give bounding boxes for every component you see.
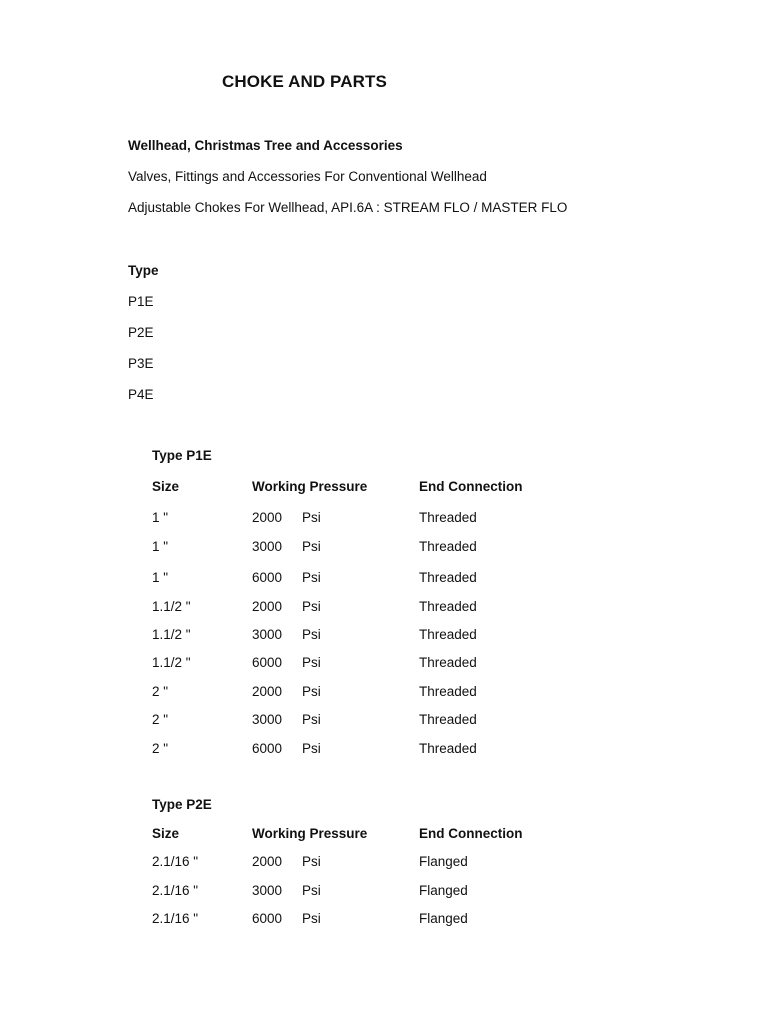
size-cell: 2 " xyxy=(152,741,169,756)
unit-cell: Psi xyxy=(302,911,321,926)
table-row xyxy=(152,626,477,654)
pressure-cell: 3000 xyxy=(252,712,283,727)
intro-line-valves: Valves, Fittings and Accessories For Conventional Wellhead xyxy=(128,169,487,184)
end-connection-cell: Threaded xyxy=(419,741,477,756)
size-cell: 2 " xyxy=(152,712,169,727)
end-connection-cell: Flanged xyxy=(419,883,468,898)
unit-cell: Psi xyxy=(302,627,321,642)
column-header-end-connection: End Connection xyxy=(419,479,523,494)
pressure-cell: 6000 xyxy=(252,741,283,756)
end-connection-cell: Threaded xyxy=(419,655,477,670)
pressure-cell: 3000 xyxy=(252,627,283,642)
pressure-cell: 6000 xyxy=(252,655,283,670)
column-header-size: Size xyxy=(152,826,180,841)
table-row xyxy=(152,538,477,569)
size-cell: 1 " xyxy=(152,510,169,525)
pressure-cell: 6000 xyxy=(252,570,283,585)
size-cell: 1.1/2 " xyxy=(152,655,191,670)
end-connection-cell: Threaded xyxy=(419,712,477,727)
type-list-item: P1E xyxy=(128,294,154,309)
table-row xyxy=(152,683,477,711)
table-row xyxy=(152,910,468,939)
end-connection-cell: Flanged xyxy=(419,854,468,869)
table-row xyxy=(152,598,477,626)
pressure-cell: 2000 xyxy=(252,684,283,699)
spec-table xyxy=(152,825,523,939)
column-header-working-pressure: Working Pressure xyxy=(252,479,368,494)
end-connection-cell: Threaded xyxy=(419,627,477,642)
unit-cell: Psi xyxy=(302,712,321,727)
table-row xyxy=(152,509,477,538)
unit-cell: Psi xyxy=(302,741,321,756)
end-connection-cell: Flanged xyxy=(419,911,468,926)
size-cell: 1 " xyxy=(152,570,169,585)
unit-cell: Psi xyxy=(302,570,321,585)
column-header-size: Size xyxy=(152,479,180,494)
pressure-cell: 2000 xyxy=(252,854,283,869)
end-connection-cell: Threaded xyxy=(419,570,477,585)
pressure-cell: 2000 xyxy=(252,510,283,525)
end-connection-cell: Threaded xyxy=(419,539,477,554)
pressure-cell: 3000 xyxy=(252,883,283,898)
unit-cell: Psi xyxy=(302,684,321,699)
unit-cell: Psi xyxy=(302,854,321,869)
end-connection-cell: Threaded xyxy=(419,510,477,525)
size-cell: 1.1/2 " xyxy=(152,627,191,642)
intro-heading: Wellhead, Christmas Tree and Accessories xyxy=(128,138,403,153)
size-cell: 2 " xyxy=(152,684,169,699)
section-title: Type P1E xyxy=(152,448,212,463)
unit-cell: Psi xyxy=(302,539,321,554)
size-cell: 2.1/16 " xyxy=(152,883,199,898)
size-cell: 2.1/16 " xyxy=(152,854,199,869)
table-row xyxy=(152,853,468,882)
pressure-cell: 2000 xyxy=(252,599,283,614)
unit-cell: Psi xyxy=(302,655,321,670)
size-cell: 1.1/2 " xyxy=(152,599,191,614)
column-header-end-connection: End Connection xyxy=(419,826,523,841)
type-list-heading: Type xyxy=(128,263,159,278)
unit-cell: Psi xyxy=(302,599,321,614)
page-title: CHOKE AND PARTS xyxy=(222,72,387,91)
section-title: Type P2E xyxy=(152,797,212,812)
pressure-cell: 3000 xyxy=(252,539,283,554)
table-row xyxy=(152,569,477,598)
section-type-p1e xyxy=(152,447,523,769)
table-header-row xyxy=(152,825,523,853)
table-header-row xyxy=(152,478,523,509)
size-cell: 2.1/16 " xyxy=(152,911,199,926)
pressure-cell: 6000 xyxy=(252,911,283,926)
unit-cell: Psi xyxy=(302,883,321,898)
size-cell: 1 " xyxy=(152,539,169,554)
type-list xyxy=(128,262,159,417)
section-type-p2e xyxy=(152,796,523,939)
table-row xyxy=(152,711,477,740)
table-row xyxy=(152,654,477,683)
column-header-working-pressure: Working Pressure xyxy=(252,826,368,841)
type-list-item: P4E xyxy=(128,387,154,402)
type-list-item: P2E xyxy=(128,325,154,340)
intro-line-chokes: Adjustable Chokes For Wellhead, API.6A : STREAM FLO / MASTER FLO xyxy=(128,200,568,215)
end-connection-cell: Threaded xyxy=(419,684,477,699)
spec-table xyxy=(152,478,523,769)
table-row xyxy=(152,740,477,769)
end-connection-cell: Threaded xyxy=(419,599,477,614)
type-list-item: P3E xyxy=(128,356,154,371)
unit-cell: Psi xyxy=(302,510,321,525)
table-row xyxy=(152,882,468,910)
